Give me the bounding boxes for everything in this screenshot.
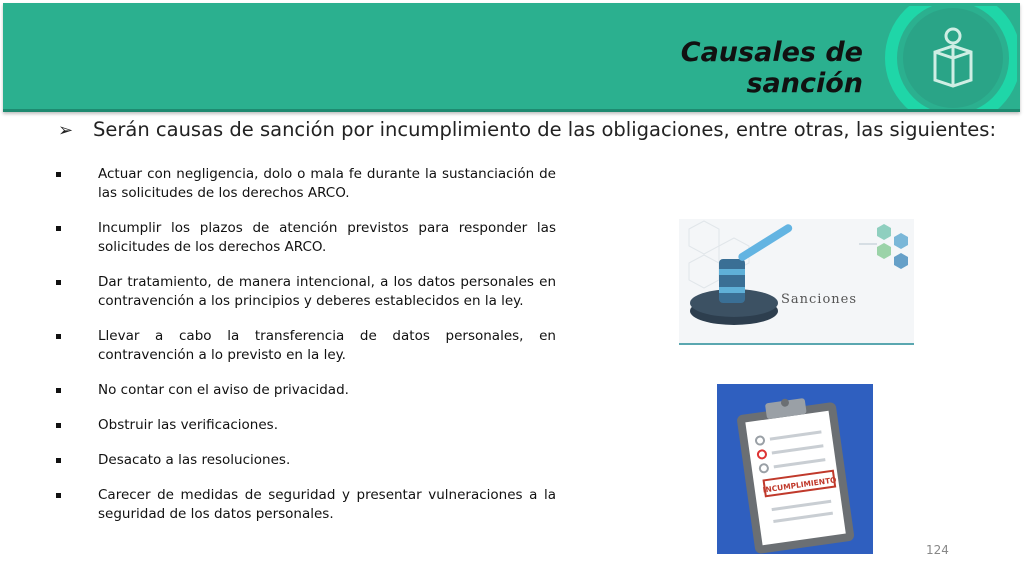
square-bullet-icon [56,172,61,177]
list-item [56,381,556,400]
list-item [56,486,556,524]
list-item-text: Desacato a las resoluciones. [98,452,291,468]
list-item [56,451,556,470]
sanciones-label: Sanciones [781,292,858,307]
list-item [56,165,556,203]
header-banner [3,3,1020,112]
stamp-label: INCUMPLIMIENTO [762,475,838,495]
square-bullet-icon [56,334,61,339]
sanction-list [56,165,556,540]
list-item-text: Llevar a cabo la transferencia de datos personales, en contravención a lo previsto en la ley. [98,328,556,363]
square-bullet-icon [56,493,61,498]
arrow-bullet-icon: ➢ [58,120,74,141]
clipboard-image [717,384,873,554]
list-item-text: Actuar con negligencia, dolo o mala fe durante la sustanciación de las solicitudes de los derechos ARCO. [98,166,556,201]
square-bullet-icon [56,423,61,428]
square-bullet-icon [56,458,61,463]
list-item-text: Dar tratamiento, de manera intencional, a los datos personales en contravención a los principios y deberes establecidos en la ley. [98,274,556,309]
sanciones-image [679,219,914,345]
page-title: Causales de sanción [680,37,863,99]
list-item-text: Incumplir los plazos de atención previstos para responder las solicitudes de los derechos ARCO. [98,220,556,255]
list-item-text: Obstruir las verificaciones. [98,417,278,433]
square-bullet-icon [56,388,61,393]
gavel-illustration [679,219,914,343]
list-item [56,219,556,257]
square-bullet-icon [56,280,61,285]
list-item [56,416,556,435]
clipboard-illustration [717,384,873,554]
intro-text: Serán causas de sanción por incumplimiento de las obligaciones, entre otras, las siguientes: [93,118,997,141]
square-bullet-icon [56,226,61,231]
list-item [56,273,556,311]
list-item-text: Carecer de medidas de seguridad y presentar vulneraciones a la seguridad de los datos personales. [98,487,556,522]
list-item [56,327,556,365]
logo-icon [877,6,1017,110]
list-item-text: No contar con el aviso de privacidad. [98,382,349,398]
page-number: 124 [926,543,949,557]
